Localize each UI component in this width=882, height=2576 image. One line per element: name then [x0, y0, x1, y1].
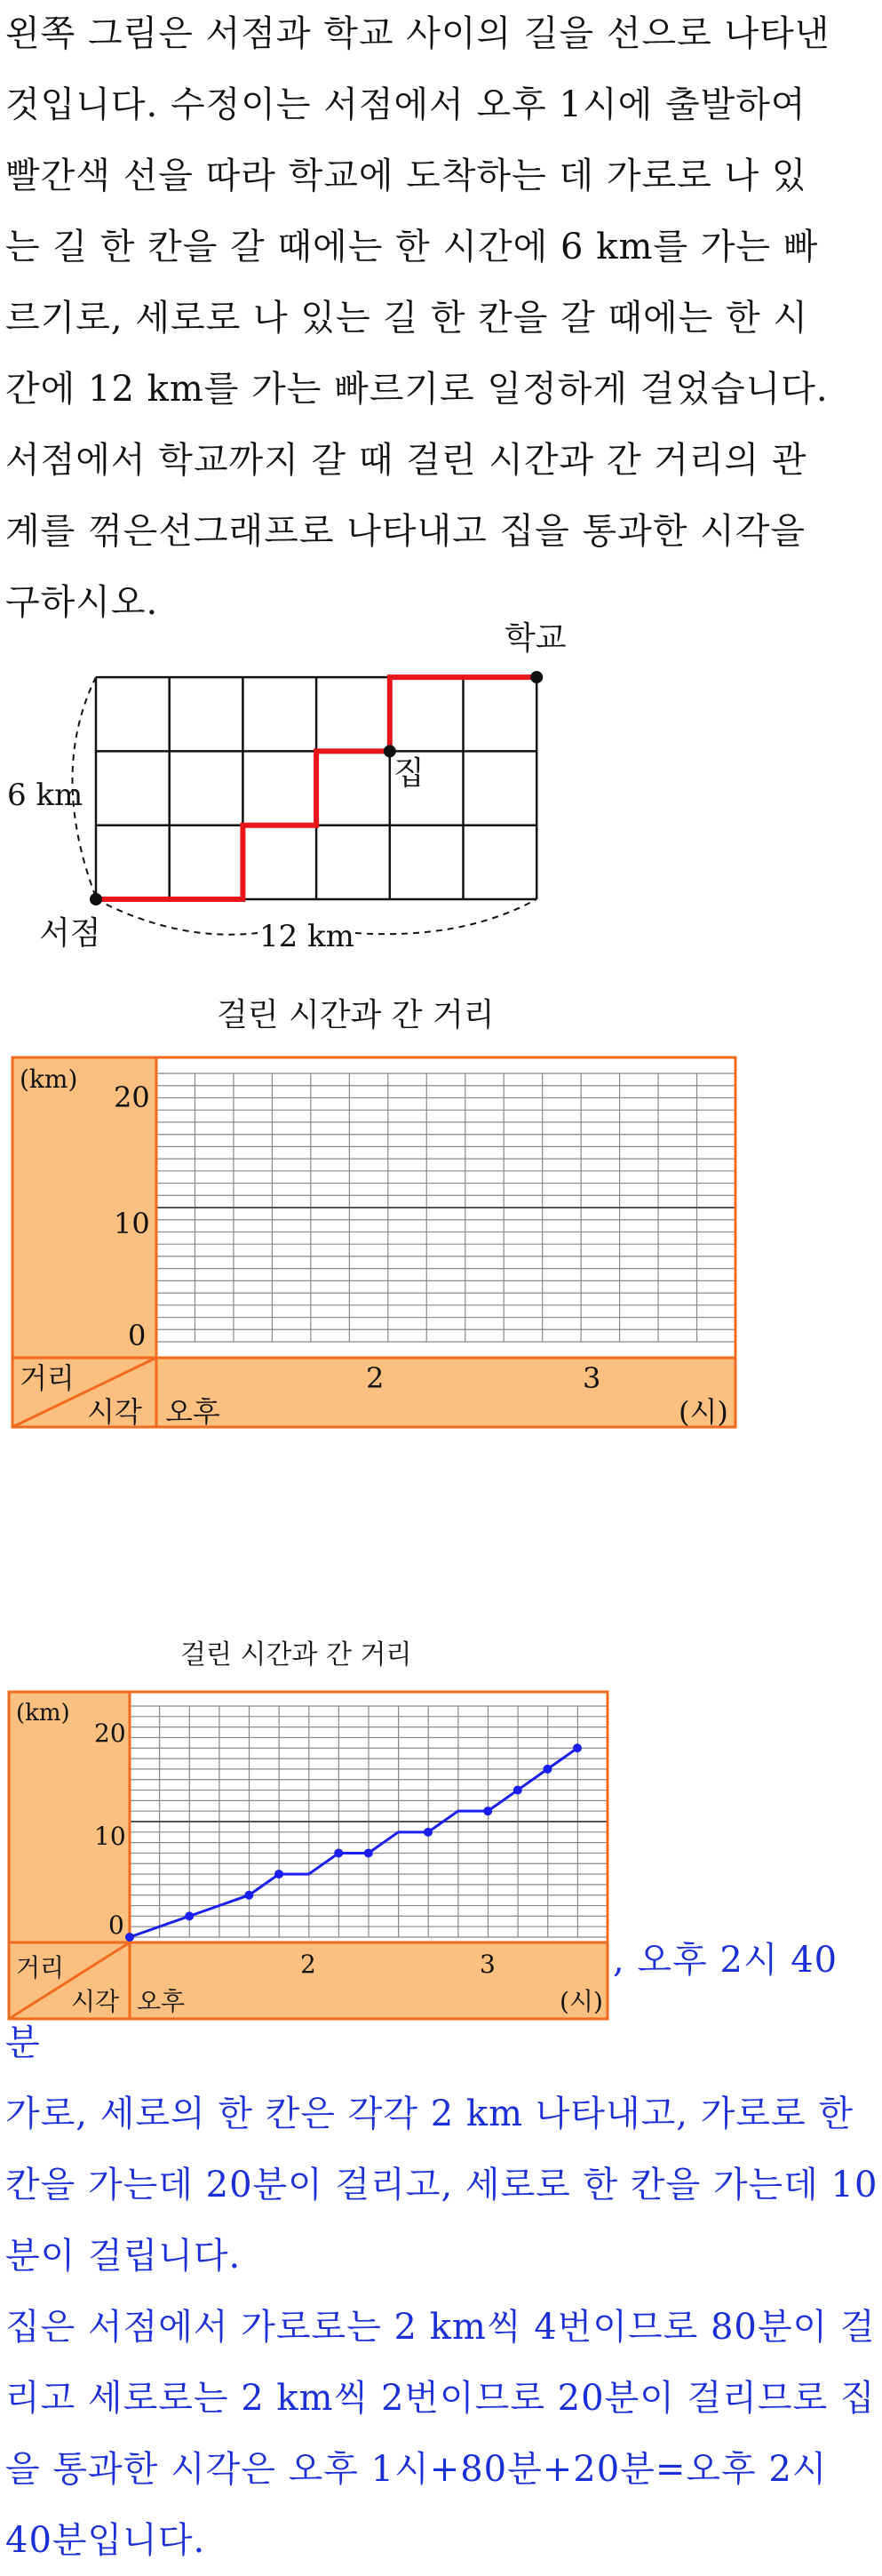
answer-chart-grid: [130, 1706, 608, 1937]
home-label: 집: [393, 755, 425, 792]
empty-chart-afternoon: 오후: [165, 1395, 220, 1429]
answer-line: 분이 걸립니다.: [5, 2236, 242, 2277]
answer-line: 칸을 가는데 20분이 걸리고, 세로로 한 칸을 가는데 10: [5, 2165, 878, 2205]
answer-chart-xunit: (시): [560, 1987, 603, 2016]
answer-line: 을 통과한 시각은 오후 1시+80분+20분=오후 2시: [5, 2449, 828, 2490]
data-point: [573, 1743, 582, 1752]
route-map: [0, 613, 622, 969]
empty-chart-xtick: 2: [366, 1361, 385, 1395]
empty-chart-corner-top: 거리: [20, 1361, 75, 1395]
problem-line: 것입니다. 수정이는 서점에서 오후 1시에 출발하여: [5, 84, 807, 125]
empty-chart-ytick: 10: [114, 1207, 150, 1240]
data-point: [125, 1933, 134, 1942]
store-point: [90, 893, 102, 905]
data-point: [334, 1848, 343, 1857]
answer-chart: [0, 1626, 622, 2026]
empty-chart-ytick: 0: [128, 1319, 147, 1352]
data-point: [244, 1891, 253, 1900]
empty-chart-title: 걸린 시간과 간 거리: [217, 997, 495, 1033]
empty-chart-unit: (km): [20, 1065, 78, 1094]
data-point: [543, 1765, 552, 1774]
empty-chart-xtick: 3: [583, 1361, 601, 1395]
data-point: [274, 1870, 283, 1878]
problem-line: 계를 꺾은선그래프로 나타내고 집을 통과한 시각을: [5, 511, 807, 552]
vertical-distance-label: 6 km: [7, 778, 83, 813]
horizontal-distance-label: 12 km: [259, 919, 354, 954]
school-point: [530, 671, 543, 683]
problem-line: 르기로, 세로로 나 있는 길 한 칸을 갈 때에는 한 시: [5, 298, 809, 339]
answer-line: 40분입니다.: [5, 2520, 206, 2561]
answer-chart-afternoon: 오후: [137, 1987, 186, 2016]
answer-chart-corner-top: 거리: [16, 1953, 65, 1982]
answer-line: 리고 세로로는 2 km씩 2번이므로 20분이 걸리므로 집: [5, 2378, 876, 2419]
empty-chart-ytick: 20: [114, 1081, 150, 1114]
data-point: [364, 1848, 373, 1857]
data-point: [513, 1786, 522, 1795]
problem-line: 왼쪽 그림은 서점과 학교 사이의 길을 선으로 나타낸: [5, 13, 830, 54]
data-point: [185, 1911, 194, 1920]
answer-chart-ytick: 10: [94, 1822, 126, 1851]
answer-chart-xtick: 3: [480, 1950, 496, 1979]
answer-suffix: , 오후 2시 40: [613, 1940, 838, 1981]
answer-text: [5, 2007, 876, 2576]
store-label: 서점: [39, 915, 101, 952]
answer-line: 분: [5, 2022, 41, 2063]
empty-chart-xunit: (시): [679, 1395, 728, 1429]
answer-chart-title: 걸린 시간과 간 거리: [180, 1639, 412, 1671]
empty-chart-corner-bottom: 시각: [87, 1395, 142, 1429]
problem-line: 간에 12 km를 가는 빠르기로 일정하게 걸었습니다.: [5, 369, 829, 410]
data-point: [424, 1828, 433, 1837]
data-point: [483, 1806, 492, 1815]
problem-line: 서점에서 학교까지 갈 때 걸린 시간과 간 거리의 관: [5, 440, 807, 481]
problem-line: 는 길 한 칸을 갈 때에는 한 시간에 6 km를 가는 빠: [5, 227, 819, 267]
empty-chart: [0, 986, 746, 1466]
problem-text: [5, 0, 876, 638]
school-label: 학교: [505, 620, 567, 657]
answer-line: 집은 서점에서 가로로는 2 km씩 4번이므로 80분이 걸: [5, 2307, 876, 2348]
answer-chart-ytick: 20: [94, 1719, 126, 1748]
problem-line: 빨간색 선을 따라 학교에 도착하는 데 가로로 나 있: [5, 156, 807, 196]
answer-chart-unit: (km): [16, 1700, 70, 1727]
answer-line: 가로, 세로의 한 칸은 각각 2 km 나타내고, 가로로 한: [5, 2093, 854, 2134]
answer-chart-ytick: 0: [108, 1910, 124, 1940]
answer-chart-xtick: 2: [300, 1950, 316, 1979]
problem-line: 구하시오.: [5, 582, 159, 623]
answer-chart-corner-bottom: 시각: [71, 1987, 120, 2016]
empty-chart-grid: [156, 1073, 735, 1342]
